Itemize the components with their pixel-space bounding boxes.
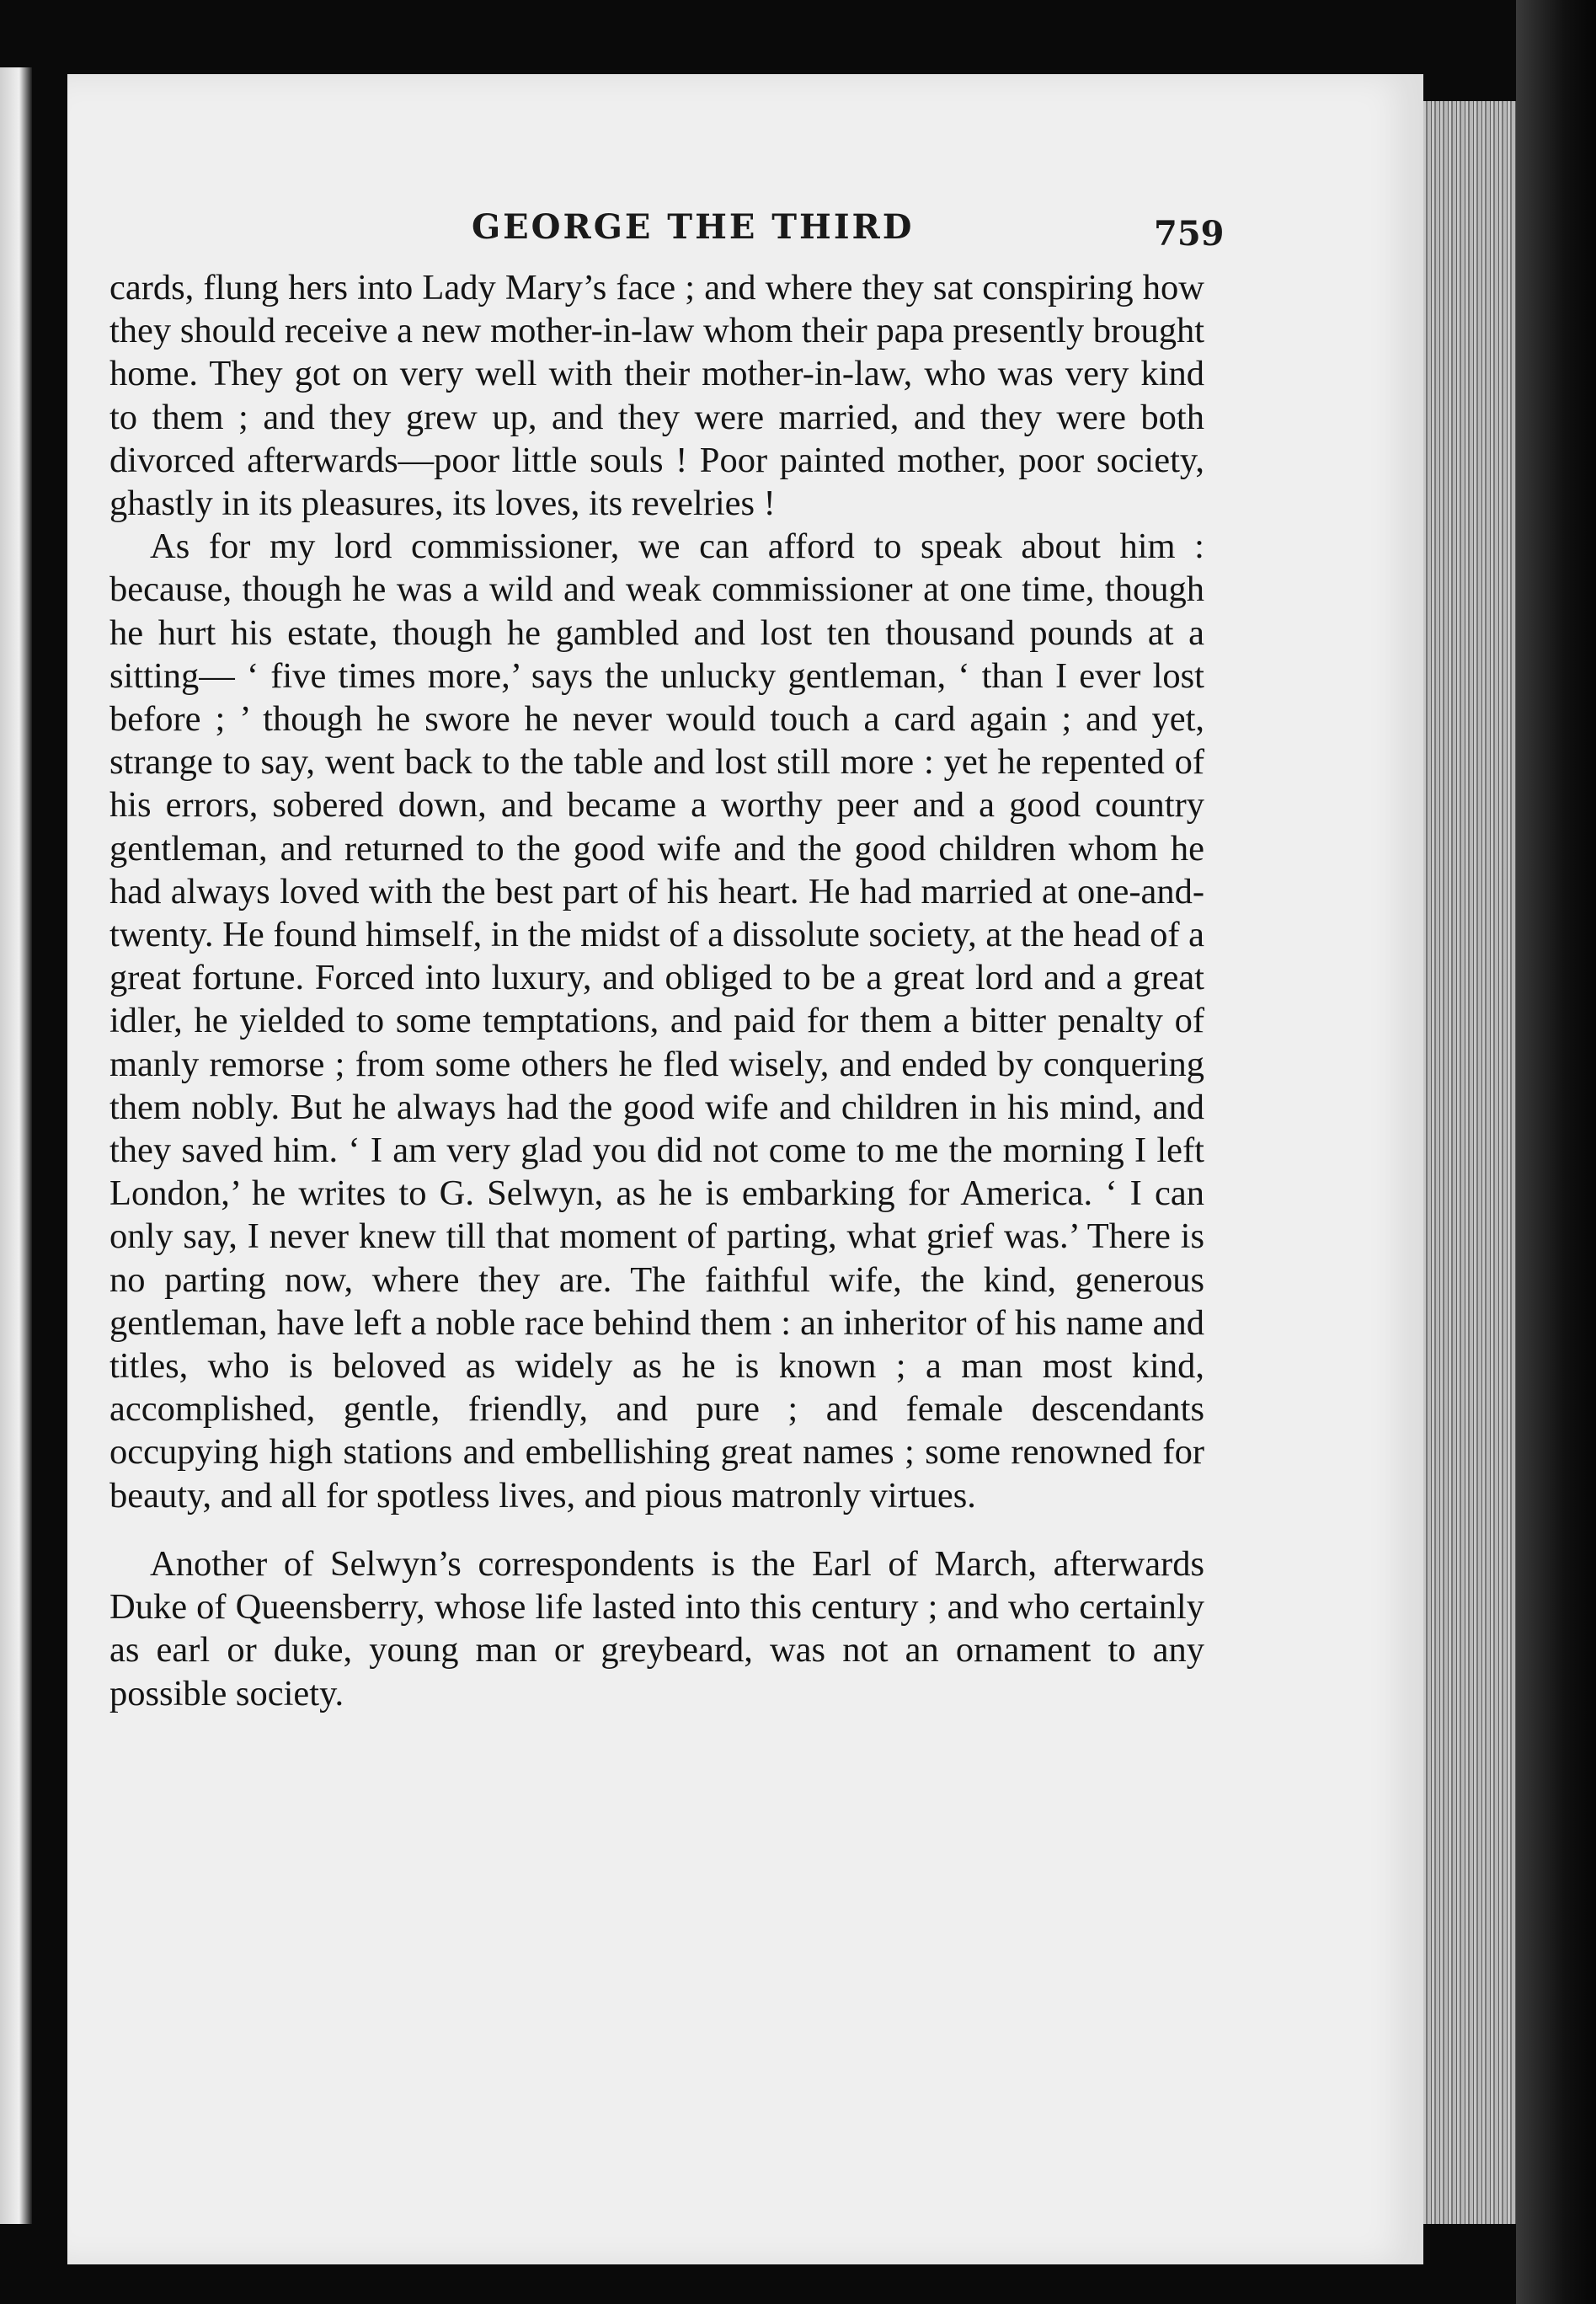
- running-head: GEORGE THE THIRD: [472, 207, 915, 247]
- page-fore-edge: [1423, 101, 1516, 2224]
- paragraph-continued: cards, flung hers into Lady Mary’s face ; and where they sat conspiring how they should receive a new mother-in-law whom their papa presently brought home. They got on very well with their mother-in-law, who was very kind to them ; and they grew up, and they were married, and they were both divorced afterwards—poor little souls ! Poor painted mother, poor society, ghastly in its pleasures, its loves, its revelries !: [109, 268, 1204, 524]
- paragraph-lord-commissioner: As for my lord commissioner, we can afford to speak about him : because, though he was a wild and weak commissioner at one time, though he hurt his estate, though he gambled and lost ten thousand pounds at a sitting— ‘ five times more,’ says the unlucky gentleman, ‘ than I ever lost before ; ’ though he swore he never would touch a card again ; and yet, strange to say, went back to the table and lost still more : yet he repented of his errors, sobered down, and became a worthy peer and a good country gentleman, and returned to the good wife and the good children whom he had always loved with the best part of his heart. He had married at one-and-twenty. He found himself, in the midst of a dissolute society, at the head of a great fortune. Forced into luxury, and obliged to be a great lord and a great idler, he yielded to some temptations, and paid for them a bitter penalty of manly remorse ; from some others he fled wisely, and ended by conquering them nobly. But he always had the good wife and children in his mind, and they saved him. ‘ I am very glad you did not come to me the morning I left London,’ he writes to G. Selwyn, as he is embarking for America. ‘ I can only say, I never knew till that moment of parting, what grief was.’ There is no parting now, where they are. The faithful wife, the kind, generous gentleman, have left a noble race behind them : an inheritor of his name and titles, who is beloved as widely as he is known ; a man most kind, accomplished, gentle, friendly, and pure ; and female descendants occupying high stations and embellishing great names ; some renowned for beauty, and all for spotless lives, and pious matronly virtues.: [109, 527, 1204, 1516]
- page-header: [67, 207, 1423, 258]
- body-text: [109, 266, 1204, 1715]
- facing-page-edge: [0, 67, 32, 2224]
- page-number: 759: [1154, 214, 1225, 254]
- scan-border: [1516, 0, 1596, 2304]
- paragraph-earl-of-march: Another of Selwyn’s correspondents is the Earl of March, afterwards Duke of Queensberry, whose life lasted into this century ; and who certainly as earl or duke, young man or greybeard, was not an ornament to any possible society.: [109, 1543, 1204, 1713]
